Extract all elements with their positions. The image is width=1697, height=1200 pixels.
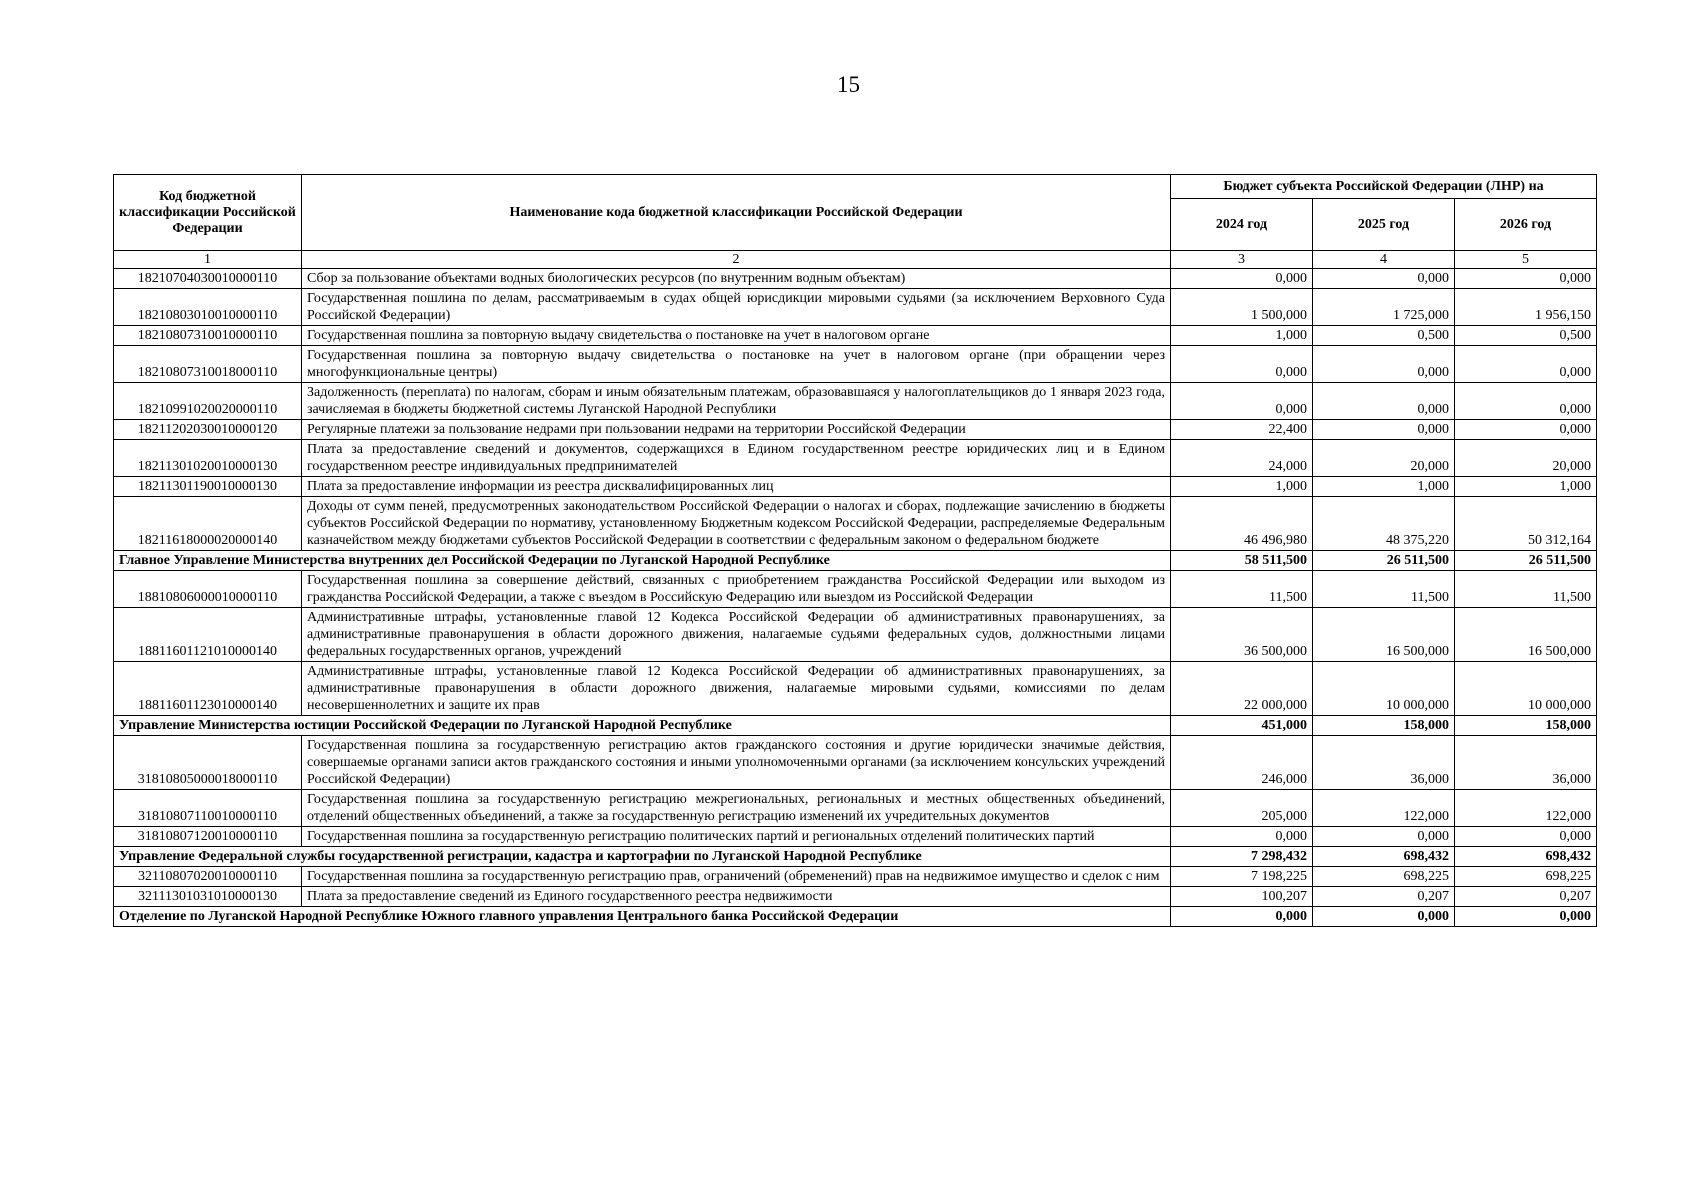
header-year-2026: 2026 год	[1455, 199, 1597, 251]
organization-name: Управление Министерства юстиции Российской Федерации по Луганской Народной Республике	[114, 716, 1171, 736]
table-row	[114, 497, 1597, 551]
budget-code-name: Административные штрафы, установленные главой 12 Кодекса Российской Федерации об административных правонарушениях, за административные правонарушения в области дорожного движения, налагаемые судьями федеральных судов, должностными лицами федеральных государственных органов, учреждений	[302, 608, 1171, 662]
organization-row	[114, 847, 1597, 867]
amount-2024: 36 500,000	[1171, 608, 1313, 662]
amount-2024: 451,000	[1171, 716, 1313, 736]
budget-code-name: Плата за предоставление сведений из Единого государственного реестра недвижимости	[302, 887, 1171, 907]
amount-2026: 0,500	[1455, 326, 1597, 346]
amount-2025: 10 000,000	[1313, 662, 1455, 716]
amount-2025: 698,225	[1313, 867, 1455, 887]
budget-code: 32111301031010000130	[114, 887, 302, 907]
table-row	[114, 867, 1597, 887]
budget-code-name: Государственная пошлина за повторную выдачу свидетельства о постановке на учет в налоговом органе (при обращении через многофункциональные центры)	[302, 346, 1171, 383]
column-number: 4	[1313, 251, 1455, 269]
table-row	[114, 608, 1597, 662]
organization-row	[114, 551, 1597, 571]
organization-name: Отделение по Луганской Народной Республике Южного главного управления Центрального банка Российской Федерации	[114, 907, 1171, 927]
budget-code: 18210807310010000110	[114, 326, 302, 346]
table-row	[114, 269, 1597, 289]
budget-code-name: Доходы от сумм пеней, предусмотренных законодательством Российской Федерации о налогах и сборах, подлежащие зачислению в бюджеты субъектов Российской Федерации по нормативу, установленному Бюджетным кодексом Российской Федерации, распределяемые Федеральным казначейством между бюджетами субъектов Российской Федерации в соответствии с федеральным законом о федеральном бюджете	[302, 497, 1171, 551]
budget-code-name: Государственная пошлина по делам, рассматриваемым в судах общей юрисдикции мировыми судьями (за исключением Верховного Суда Российской Федерации)	[302, 289, 1171, 326]
amount-2026: 158,000	[1455, 716, 1597, 736]
table-row	[114, 383, 1597, 420]
amount-2024: 0,000	[1171, 383, 1313, 420]
budget-code: 18210704030010000110	[114, 269, 302, 289]
amount-2024: 0,000	[1171, 907, 1313, 927]
budget-code-name: Государственная пошлина за повторную выдачу свидетельства о постановке на учет в налоговом органе	[302, 326, 1171, 346]
table-row	[114, 790, 1597, 827]
budget-code-name: Плата за предоставление сведений и документов, содержащихся в Едином государственном реестре юридических лиц и в Едином государственном реестре индивидуальных предпринимателей	[302, 440, 1171, 477]
organization-row	[114, 907, 1597, 927]
amount-2024: 11,500	[1171, 571, 1313, 608]
amount-2025: 1 725,000	[1313, 289, 1455, 326]
amount-2025: 0,000	[1313, 420, 1455, 440]
table-row	[114, 326, 1597, 346]
amount-2025: 26 511,500	[1313, 551, 1455, 571]
table-row	[114, 346, 1597, 383]
budget-code-name: Государственная пошлина за государственную регистрацию прав, ограничений (обременений) прав на недвижимое имущество и сделок с ним	[302, 867, 1171, 887]
amount-2026: 20,000	[1455, 440, 1597, 477]
amount-2025: 36,000	[1313, 736, 1455, 790]
budget-code: 18210803010010000110	[114, 289, 302, 326]
table-row	[114, 827, 1597, 847]
header-name-column: Наименование кода бюджетной классификации Российской Федерации	[302, 175, 1171, 251]
amount-2024: 58 511,500	[1171, 551, 1313, 571]
amount-2025: 20,000	[1313, 440, 1455, 477]
amount-2026: 11,500	[1455, 571, 1597, 608]
amount-2024: 0,000	[1171, 827, 1313, 847]
amount-2025: 0,000	[1313, 269, 1455, 289]
column-number-row	[114, 251, 1597, 269]
table-row	[114, 571, 1597, 608]
amount-2024: 100,207	[1171, 887, 1313, 907]
amount-2025: 0,000	[1313, 346, 1455, 383]
budget-code: 31810807110010000110	[114, 790, 302, 827]
amount-2026: 0,000	[1455, 420, 1597, 440]
amount-2024: 24,000	[1171, 440, 1313, 477]
amount-2025: 122,000	[1313, 790, 1455, 827]
amount-2025: 158,000	[1313, 716, 1455, 736]
amount-2024: 22,400	[1171, 420, 1313, 440]
page-number: 15	[837, 72, 860, 97]
budget-code-name: Государственная пошлина за совершение действий, связанных с приобретением гражданства Российской Федерации или выходом из гражданства Российской Федерации, а также с въездом в Российскую Федерацию или выездом из Российской Федерации	[302, 571, 1171, 608]
organization-row	[114, 716, 1597, 736]
column-number: 1	[114, 251, 302, 269]
amount-2024: 7 298,432	[1171, 847, 1313, 867]
header-code-column: Код бюджетной классификации Российской Федерации	[114, 175, 302, 251]
budget-code: 32110807020010000110	[114, 867, 302, 887]
amount-2026: 26 511,500	[1455, 551, 1597, 571]
amount-2025: 11,500	[1313, 571, 1455, 608]
amount-2024: 1,000	[1171, 326, 1313, 346]
amount-2026: 698,432	[1455, 847, 1597, 867]
budget-code: 31810807120010000110	[114, 827, 302, 847]
budget-code-name: Сбор за пользование объектами водных биологических ресурсов (по внутренним водным объектам)	[302, 269, 1171, 289]
amount-2025: 698,432	[1313, 847, 1455, 867]
table-header	[114, 175, 1597, 269]
budget-code: 18810806000010000110	[114, 571, 302, 608]
table-row	[114, 662, 1597, 716]
amount-2026: 698,225	[1455, 867, 1597, 887]
amount-2026: 0,000	[1455, 827, 1597, 847]
budget-code: 18811601121010000140	[114, 608, 302, 662]
budget-code: 18210991020020000110	[114, 383, 302, 420]
header-year-2025: 2025 год	[1313, 199, 1455, 251]
budget-code: 18211301020010000130	[114, 440, 302, 477]
amount-2026: 122,000	[1455, 790, 1597, 827]
budget-code: 31810805000018000110	[114, 736, 302, 790]
column-number: 3	[1171, 251, 1313, 269]
budget-code: 18811601123010000140	[114, 662, 302, 716]
budget-code-name: Административные штрафы, установленные главой 12 Кодекса Российской Федерации об административных правонарушениях, за административные правонарушения в области дорожного движения, налагаемые мировыми судьями, комиссиями по делам несовершеннолетних и защите их прав	[302, 662, 1171, 716]
amount-2025: 0,500	[1313, 326, 1455, 346]
amount-2025: 0,000	[1313, 383, 1455, 420]
table-body	[114, 269, 1597, 927]
amount-2026: 16 500,000	[1455, 608, 1597, 662]
amount-2025: 0,000	[1313, 827, 1455, 847]
table-row	[114, 420, 1597, 440]
table-row	[114, 887, 1597, 907]
amount-2024: 205,000	[1171, 790, 1313, 827]
amount-2024: 22 000,000	[1171, 662, 1313, 716]
amount-2026: 0,000	[1455, 383, 1597, 420]
budget-code-name: Государственная пошлина за государственную регистрацию актов гражданского состояния и другие юридически значимые действия, совершаемые органами записи актов гражданского состояния и иными уполномоченными органами (за исключением консульских учреждений Российской Федерации)	[302, 736, 1171, 790]
organization-name: Главное Управление Министерства внутренних дел Российской Федерации по Луганской Народной Республике	[114, 551, 1171, 571]
table-row	[114, 736, 1597, 790]
amount-2025: 16 500,000	[1313, 608, 1455, 662]
amount-2024: 7 198,225	[1171, 867, 1313, 887]
amount-2026: 0,000	[1455, 346, 1597, 383]
amount-2024: 0,000	[1171, 346, 1313, 383]
amount-2024: 46 496,980	[1171, 497, 1313, 551]
budget-code-name: Задолженность (переплата) по налогам, сборам и иным обязательным платежам, образовавшаяся у налогоплательщиков до 1 января 2023 года, зачисляемая в бюджеты бюджетной системы Луганской Народной Республики	[302, 383, 1171, 420]
budget-code: 18211301190010000130	[114, 477, 302, 497]
amount-2025: 0,207	[1313, 887, 1455, 907]
amount-2026: 0,000	[1455, 269, 1597, 289]
amount-2026: 50 312,164	[1455, 497, 1597, 551]
amount-2024: 0,000	[1171, 269, 1313, 289]
budget-code: 18210807310018000110	[114, 346, 302, 383]
amount-2026: 10 000,000	[1455, 662, 1597, 716]
amount-2026: 1 956,150	[1455, 289, 1597, 326]
organization-name: Управление Федеральной службы государственной регистрации, кадастра и картографии по Луганской Народной Республике	[114, 847, 1171, 867]
table-row	[114, 289, 1597, 326]
amount-2025: 0,000	[1313, 907, 1455, 927]
amount-2025: 48 375,220	[1313, 497, 1455, 551]
amount-2024: 1 500,000	[1171, 289, 1313, 326]
budget-code-name: Плата за предоставление информации из реестра дисквалифицированных лиц	[302, 477, 1171, 497]
amount-2024: 1,000	[1171, 477, 1313, 497]
budget-code-name: Государственная пошлина за государственную регистрацию политических партий и региональных отделений политических партий	[302, 827, 1171, 847]
header-year-2024: 2024 год	[1171, 199, 1313, 251]
column-number: 5	[1455, 251, 1597, 269]
table-row	[114, 440, 1597, 477]
amount-2026: 1,000	[1455, 477, 1597, 497]
amount-2026: 36,000	[1455, 736, 1597, 790]
header-budget-group: Бюджет субъекта Российской Федерации (ЛНР) на	[1171, 175, 1597, 199]
budget-code: 18211202030010000120	[114, 420, 302, 440]
amount-2026: 0,000	[1455, 907, 1597, 927]
amount-2024: 246,000	[1171, 736, 1313, 790]
budget-table	[113, 174, 1597, 927]
budget-code-name: Регулярные платежи за пользование недрами при пользовании недрами на территории Российской Федерации	[302, 420, 1171, 440]
budget-code-name: Государственная пошлина за государственную регистрацию межрегиональных, региональных и местных общественных объединений, отделений общественных объединений, а также за государственную регистрацию изменений их учредительных документов	[302, 790, 1171, 827]
column-number: 2	[302, 251, 1171, 269]
budget-code: 18211618000020000140	[114, 497, 302, 551]
amount-2026: 0,207	[1455, 887, 1597, 907]
table-row	[114, 477, 1597, 497]
amount-2025: 1,000	[1313, 477, 1455, 497]
